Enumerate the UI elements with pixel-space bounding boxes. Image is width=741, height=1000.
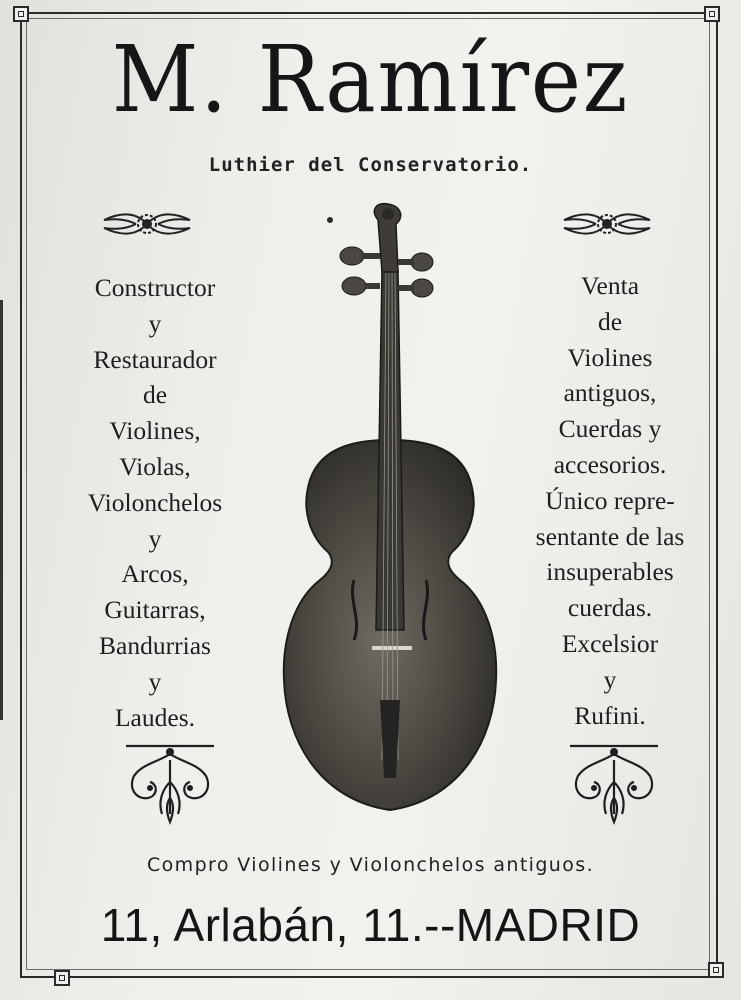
list-item: Rufini.	[574, 700, 646, 730]
list-item: Arcos,	[121, 559, 189, 589]
page-title: M. Ramírez	[111, 26, 630, 133]
list-item: sentante de las	[535, 521, 685, 551]
list-item: Restaurador	[93, 344, 217, 374]
list-item: y	[148, 523, 162, 553]
list-item: Violonchelos	[87, 487, 223, 517]
list-item: Constructor	[94, 273, 216, 302]
corner-ornament-icon	[13, 6, 29, 22]
page-subtitle: Luthier del Conservatorio.	[208, 154, 533, 176]
address-line: 11, Arlabán, 11.--MADRID	[100, 899, 641, 951]
list-item: cuerdas.	[567, 593, 653, 623]
list-item: Bandurrias	[99, 630, 211, 660]
list-item: Violas,	[119, 451, 191, 481]
list-item: Violines,	[109, 416, 201, 446]
list-item: Excelsior	[561, 628, 659, 658]
corner-ornament-icon	[708, 962, 724, 978]
page-edge-shadow	[0, 300, 3, 720]
purchase-note: Compro Violines y Violonchelos antiguos.	[146, 854, 595, 876]
violin-illustration	[270, 200, 510, 840]
palmette-ornament-icon	[566, 742, 662, 828]
list-item: Cuerdas y	[558, 414, 662, 444]
list-item: Único repre-	[545, 485, 675, 515]
left-services-list	[60, 270, 250, 735]
list-item: y	[148, 666, 162, 696]
list-item: antiguos,	[563, 378, 657, 408]
floral-ornament-icon	[556, 204, 658, 244]
corner-ornament-icon	[54, 970, 70, 986]
list-item: insuperables	[546, 557, 674, 587]
list-item: Violines	[567, 342, 653, 372]
corner-ornament-icon	[704, 6, 720, 22]
list-item: Laudes.	[114, 702, 195, 732]
list-item: de	[597, 306, 623, 336]
palmette-ornament-icon	[122, 742, 218, 828]
list-item: y	[603, 664, 617, 694]
right-sales-list	[515, 268, 705, 733]
list-item: de	[142, 380, 168, 410]
list-item: y	[148, 308, 162, 338]
list-item: Guitarras,	[104, 595, 206, 625]
list-item: accesorios.	[553, 449, 667, 479]
floral-ornament-icon	[96, 204, 198, 244]
list-item: Venta	[580, 271, 640, 300]
